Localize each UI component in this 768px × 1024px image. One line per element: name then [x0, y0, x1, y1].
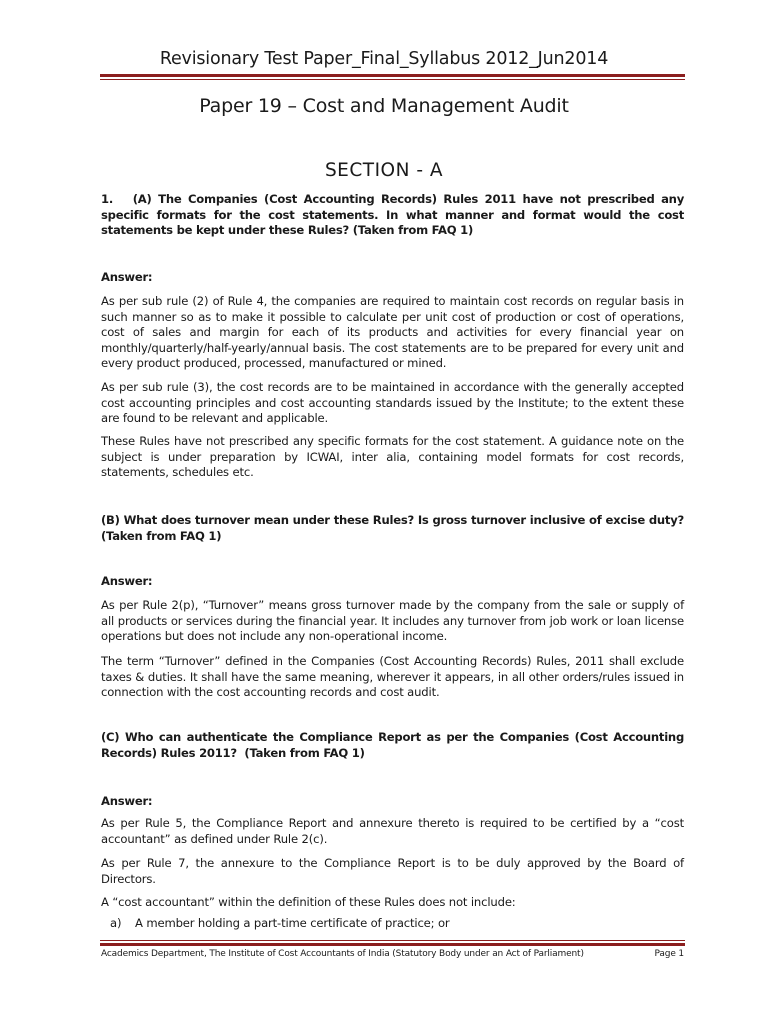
answer-1a-paragraph-2: As per sub rule (3), the cost records are to be maintained in accordance with the generally accepted cost accounting principles and cost accounting standards issued by the Institute; to the extent these are found to be relevant and applicable.: [101, 380, 684, 426]
question-1b: (B) What does turnover mean under these Rules? Is gross turnover inclusive of excise duty? (Taken from FAQ 1): [101, 513, 684, 543]
list-marker: a): [110, 916, 122, 930]
paper-title: Paper 19 – Cost and Management Audit: [199, 95, 569, 117]
answer-label-1c: Answer:: [101, 794, 153, 808]
question-1a: 1. (A) The Companies (Cost Accounting Records) Rules 2011 have not prescribed any specific formats for the cost statements. In what manner and format would the cost statements be kept under these Rules? (Taken from FAQ 1): [101, 192, 684, 238]
answer-label-1a: Answer:: [101, 270, 153, 284]
answer-1c-paragraph-3: A “cost accountant” within the definition of these Rules does not include:: [101, 895, 516, 909]
page-number: Page 1: [654, 949, 684, 959]
question-1c: (C) Who can authenticate the Compliance Report as per the Companies (Cost Accounting Records) Rules 2011? (Taken from FAQ 1): [101, 730, 684, 760]
answer-label-1b: Answer:: [101, 574, 153, 588]
answer-1b-paragraph-2: The term “Turnover” defined in the Companies (Cost Accounting Records) Rules, 2011 shall exclude taxes & duties. It shall have the same meaning, wherever it appears, in all other orders/rules issued in connection with the cost accounting records and cost audit.: [101, 654, 684, 700]
footer-text: Academics Department, The Institute of Cost Accountants of India (Statutory Body under an Act of Parliament): [101, 949, 584, 959]
header-rule-thick: [100, 74, 685, 77]
answer-1c-paragraph-2: As per Rule 7, the annexure to the Compliance Report is to be duly approved by the Board of Directors.: [101, 856, 684, 886]
section-title: SECTION - A: [324, 160, 444, 181]
footer-rule-thin: [100, 940, 685, 941]
running-header: Revisionary Test Paper_Final_Syllabus 2012_Jun2014: [159, 49, 609, 69]
list-item-text: A member holding a part-time certificate of practice; or: [135, 916, 450, 930]
header-rule-thin: [100, 79, 685, 80]
answer-1c-paragraph-1: As per Rule 5, the Compliance Report and annexure thereto is required to be certified by a “cost accountant” as defined under Rule 2(c).: [101, 816, 684, 846]
list-item: [110, 916, 684, 932]
answer-1b-paragraph-1: As per Rule 2(p), “Turnover” means gross turnover made by the company from the sale or supply of all products or services during the financial year. It includes any turnover from job work or loan license operations but does not include any non-operational income.: [101, 598, 684, 644]
answer-1a-paragraph-3: These Rules have not prescribed any specific formats for the cost statement. A guidance note on the subject is under preparation by ICWAI, inter alia, containing model formats for cost records, statements, schedules etc.: [101, 434, 684, 480]
answer-1a-paragraph-1: As per sub rule (2) of Rule 4, the companies are required to maintain cost records on regular basis in such manner so as to make it possible to calculate per unit cost of production or cost of operations, cost of sales and margin for each of its products and activities for every financial year on monthly/quarterly/half-yearly/annual basis. The cost statements are to be prepared for every unit and every product produced, processed, manufactured or mined.: [101, 294, 684, 371]
footer-rule-thick: [100, 943, 685, 946]
